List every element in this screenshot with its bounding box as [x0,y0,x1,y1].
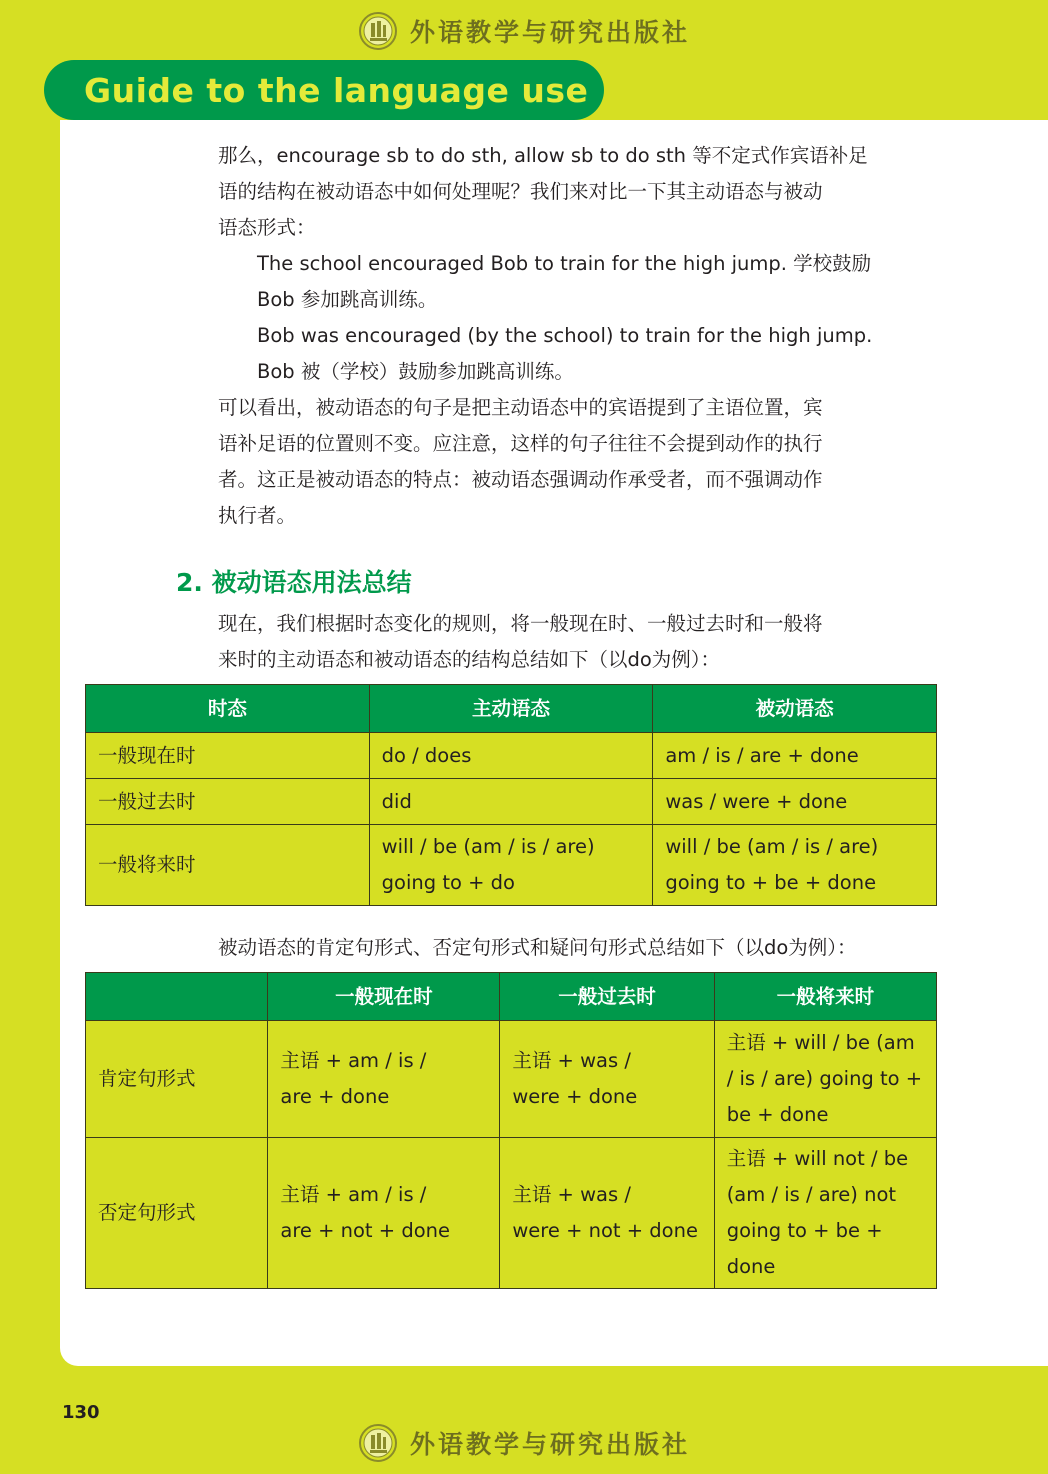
cell-line: 主语 + am / is / [280,1049,427,1072]
cell-line: 主语 + will not / be [726,1147,909,1170]
text-line: Bob 被（学校）鼓励参加跳高训练。 [257,360,574,383]
cell-line: done [726,1255,776,1278]
cell-line: will / be (am / is / are) [381,835,595,858]
text-line: Bob was encouraged (by the school) to train for the high jump. [257,324,873,347]
example-1 [257,246,917,318]
example-2 [257,318,917,390]
table-cell [714,1021,936,1138]
text-line: 语补足语的位置则不变。应注意，这样的句子往往不会提到动作的执行 [218,432,823,455]
publisher-name: 外语教学与研究出版社 [409,1430,690,1459]
voice-structure-table [85,684,937,906]
text-line: 那么，encourage sb to do sth, allow sb to do sth 等不定式作宾语补足 [218,144,868,167]
table-header-cell: 一般将来时 [714,973,936,1021]
table-cell [268,1021,500,1138]
text-line: Bob 参加跳高训练。 [257,288,438,311]
table-row [86,779,937,825]
table-cell [369,825,653,906]
text-line: The school encouraged Bob to train for the high jump. 学校鼓励 [257,252,872,275]
table-cell: 一般过去时 [86,779,370,825]
text-line: 者。这正是被动语态的特点：被动语态强调动作承受者，而不强调动作 [218,468,823,491]
table-header-cell [86,973,268,1021]
table-header-cell: 一般过去时 [500,973,714,1021]
passive-forms-table [85,972,937,1289]
fltrp-logo-icon [358,11,398,51]
fltrp-logo-icon [358,1423,398,1463]
text-line: 执行者。 [218,504,297,527]
table-header-cell: 主动语态 [369,685,653,733]
cell-line: will / be (am / is / are) [665,835,879,858]
table-cell [714,1138,936,1289]
cell-line: going to + be + done [665,871,877,894]
cell-line: going to + do [381,871,515,894]
intro-paragraph-1 [218,138,918,246]
table-row [86,733,937,779]
table-header-row [86,973,937,1021]
text-line: 现在，我们根据时态变化的规则，将一般现在时、一般过去时和一般将 [218,612,823,635]
cell-line: / is / are) going to + [726,1067,923,1090]
cell-line: were + not + done [512,1219,698,1242]
text-line: 语的结构在被动语态中如何处理呢？我们来对比一下其主动语态与被动 [218,180,823,203]
table-cell: am / is / are + done [653,733,937,779]
cell-line: 主语 + will / be (am [726,1031,915,1054]
table-cell: was / were + done [653,779,937,825]
table-row [86,825,937,906]
table-cell: 一般将来时 [86,825,370,906]
table-header-cell: 时态 [86,685,370,733]
table-header-cell: 一般现在时 [268,973,500,1021]
cell-line: were + done [512,1085,638,1108]
cell-line: going to + be + [726,1219,883,1242]
cell-line: 主语 + am / is / [280,1183,427,1206]
table-cell [500,1138,714,1289]
publisher-footer [0,1421,1048,1465]
cell-line: (am / is / are) not [726,1183,897,1206]
intro-paragraph-2 [218,390,918,534]
table-row [86,1021,937,1138]
table-row [86,1138,937,1289]
page-number: 130 [62,1402,100,1423]
section2-paragraph-2: 被动语态的肯定句形式、否定句形式和疑问句形式总结如下（以do为例）： [218,936,857,959]
table-cell: 肯定句形式 [86,1021,268,1138]
section-banner [44,60,604,120]
cell-line: are + not + done [280,1219,450,1242]
table-cell [653,825,937,906]
text-line: 语态形式： [218,216,316,239]
cell-line: be + done [726,1103,829,1126]
cell-line: 主语 + was / [512,1183,631,1206]
table-header-row [86,685,937,733]
table-cell [500,1021,714,1138]
section-banner-title: Guide to the language use [84,70,589,110]
table-cell [268,1138,500,1289]
text-line: 可以看出，被动语态的句子是把主动语态中的宾语提到了主语位置，宾 [218,396,823,419]
table-cell: 一般现在时 [86,733,370,779]
cell-line: 主语 + was / [512,1049,631,1072]
table-cell: do / does [369,733,653,779]
table-header-cell: 被动语态 [653,685,937,733]
table-cell: 否定句形式 [86,1138,268,1289]
publisher-header [0,9,1048,53]
section-heading: 2. 被动语态用法总结 [176,568,412,597]
cell-line: are + done [280,1085,390,1108]
publisher-name: 外语教学与研究出版社 [409,18,690,47]
section2-paragraph-1 [218,606,918,678]
table-cell: did [369,779,653,825]
text-line: 来时的主动语态和被动语态的结构总结如下（以do为例）： [218,648,721,671]
